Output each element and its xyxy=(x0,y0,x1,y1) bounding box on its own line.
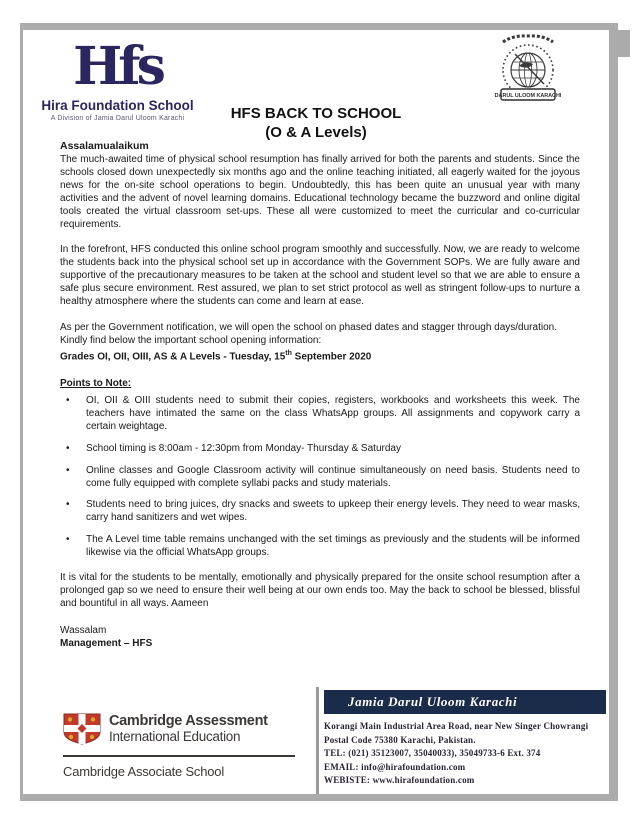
contact-email-line: EMAIL: info@hirafoundation.com xyxy=(324,761,466,772)
grades-schedule-line: Grades OI, OII, OIII, AS & A Levels - Tuesday, 15th September 2020 xyxy=(60,349,372,363)
svg-text:DARUL ULOOM KARACHI: DARUL ULOOM KARACHI xyxy=(494,93,562,99)
contact-postal-line: Postal Code 75380 Karachi, Pakistan. xyxy=(324,734,476,745)
notice-line-1: As per the Government notification, we will open the school on phased dates and stagger through days/duration. xyxy=(60,321,557,333)
points-list xyxy=(60,395,580,560)
notice-line-2: Kindly find below the important school opening information: xyxy=(60,334,322,346)
contact-address-line: Korangi Main Industrial Area Road, near New Singer Chowrangi xyxy=(324,721,589,731)
greeting: Assalamualaikum xyxy=(60,140,149,152)
cambridge-associate-school-label: Cambridge Associate School xyxy=(63,764,225,779)
school-tagline: A Division of Jamia Darul Uloom Karachi xyxy=(50,115,185,122)
list-item: • OI, OII & OIII students need to submit their copies, registers, workbooks and worksheets this week. The teachers have intimated the same on the class WhatsApp groups. All assignments and copywork carry a certain weightage. xyxy=(60,395,580,434)
cambridge-logo-block xyxy=(63,713,313,779)
title-line-2: (O & A Levels) xyxy=(265,124,367,141)
contact-heading: Jamia Darul Uloom Karachi xyxy=(324,690,606,714)
hfs-monogram-icon: Hfs xyxy=(73,36,162,97)
contact-tel-line: TEL: (021) 35123007, 35040033), 35049733-6 Ext. 374 xyxy=(324,748,541,759)
page-border-top xyxy=(20,23,618,30)
paragraph-1: The much-awaited time of physical school resumption has finally arrived for both the parents and students. Since the schools closed down unexpectedly six months ago and the online teaching initiated, all eagerly waited for the joyous news for the on-site school operations to begin. Undoubtedly, this has been quite an unusual year with many activities and the advent of novel learning domains. Educational technology became the buzzword and online digital tools created the virtual classroom set-ups. These all were customized to meet the curricular and co-curricular requirements. xyxy=(60,154,580,230)
cambridge-line-2: International Education xyxy=(109,729,241,744)
cambridge-shield-icon xyxy=(63,713,101,750)
darul-uloom-seal-icon xyxy=(489,34,567,111)
page-border-right xyxy=(609,30,618,794)
school-name: Hira Foundation School xyxy=(41,98,194,113)
letter-page xyxy=(23,30,609,794)
page-border-bottom xyxy=(20,794,618,801)
list-item: • Online classes and Google Classroom activity will continue simultaneously on need basis. Students need to come fully equipped with complete syllabi packs and study materials. xyxy=(60,465,580,491)
contact-website-line: WEBISTE: www.hirafoundation.com xyxy=(324,775,475,786)
paragraph-2: In the forefront, HFS conducted this online school program smoothly and successfully. Now, we are ready to welcome the students back into the physical school set up in accordance with the Government SOPs. We are fully aware and supportive of the precautionary measures to be taken at the school and student level so that we are able to ensure a safe plus secure environment. Rest assured, we plan to set strict protocol as well as stringent follow-ups to nurture a healthy atmosphere where the students can come and learn at ease. xyxy=(60,244,580,308)
signoff: Wassalam xyxy=(60,624,107,636)
points-to-note-heading: Points to Note: xyxy=(60,378,132,390)
letter-body xyxy=(60,140,580,649)
contact-block xyxy=(324,690,606,788)
closing-paragraph: It is vital for the students to be mentally, emotionally and physically prepared for the onsite school resumption after a prolonged gap so we need to ensure their well being at our own ends too. May the back to school be blessed, blissful and bountiful in all ways. Aameen xyxy=(60,572,580,609)
list-item: • School timing is 8:00am - 12:30pm from Monday- Thursday & Saturday xyxy=(60,443,580,456)
title-line-1: HFS BACK TO SCHOOL xyxy=(230,105,402,122)
ordinal-superscript: th xyxy=(285,349,292,357)
footer-divider xyxy=(316,687,319,794)
cambridge-line-1: Cambridge Assessment xyxy=(109,713,268,729)
list-item: • The A Level time table remains unchanged with the set timings as previously and the students will be informed likewise via the official WhatsApp groups. xyxy=(60,534,580,560)
list-item: • Students need to bring juices, dry snacks and sweets to upkeep their energy levels. They need to wear masks, carry hand sanitizers and wet wipes. xyxy=(60,499,580,525)
letter-title xyxy=(23,104,609,142)
cambridge-divider xyxy=(63,755,295,757)
signature: Management – HFS xyxy=(60,637,153,649)
